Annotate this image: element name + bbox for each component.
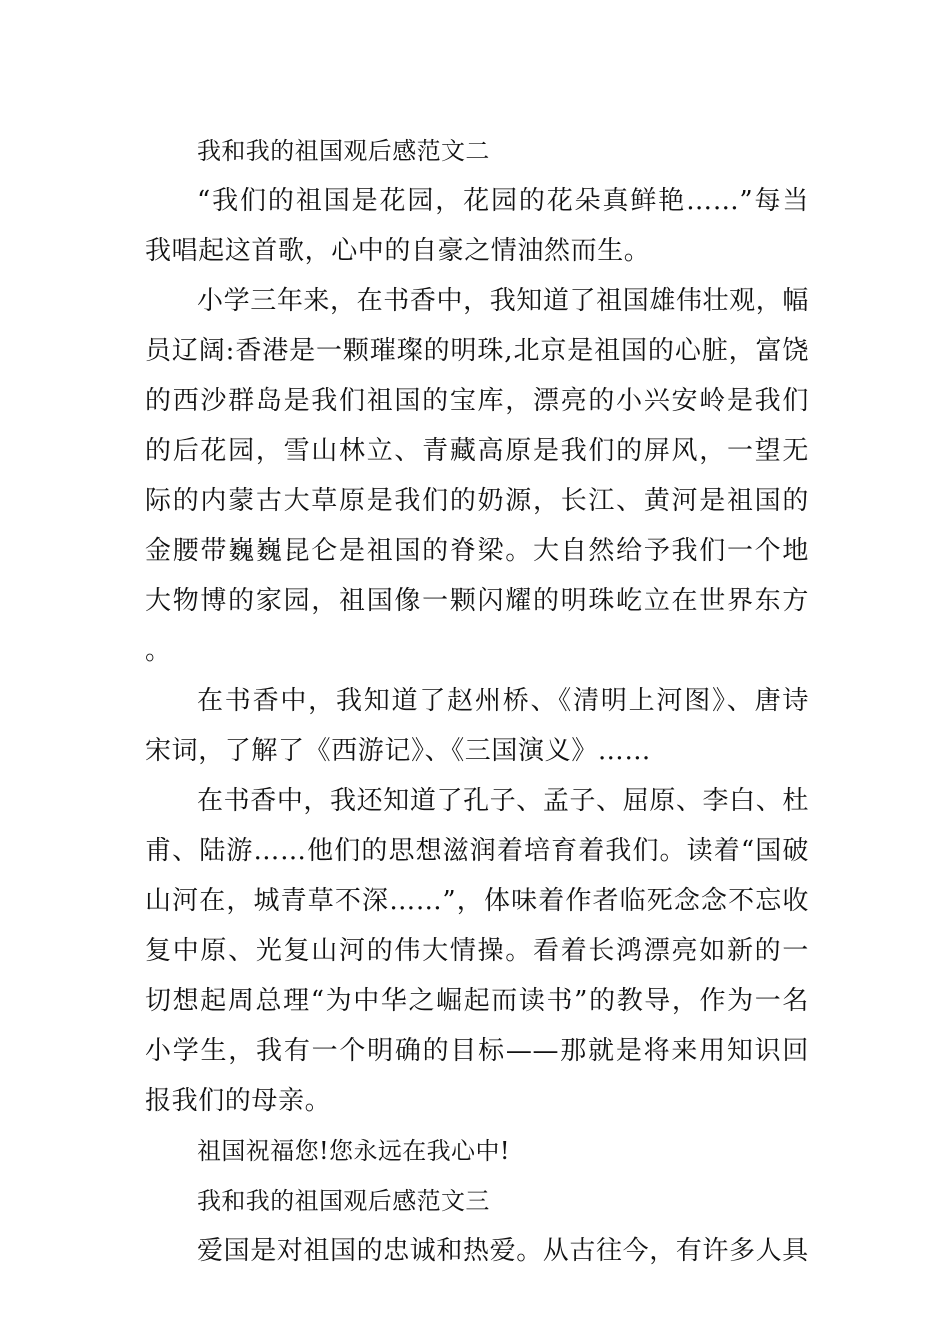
essay-2-paragraph-1: “我们的祖国是花园，花园的花朵真鲜艳……”每当我唱起这首歌，心中的自豪之情油然而生。 — [145, 186, 809, 266]
essay-2-closing: 祖国祝福您!您永远在我心中! — [197, 1137, 510, 1165]
essay-2-heading: 我和我的祖国观后感范文二 — [197, 137, 490, 165]
essay-3-heading: 我和我的祖国观后感范文三 — [197, 1187, 490, 1215]
essay-3-paragraph-1: 爱国是对祖国的忠诚和热爱。从古往今，有许多人具 — [197, 1236, 809, 1266]
essay-2-paragraph-2: 小学三年来，在书香中，我知道了祖国雄伟壮观，幅员辽阔:香港是一颗璀璨的明珠,北京是祖国的心脏，富饶的西沙群岛是我们祖国的宝库，漂亮的小兴安岭是我们的后花园，雪山林立、青藏高原是我们的屏风，一望无际的内蒙古大草原是我们的奶源，长江、黄河是祖国的金腰带巍巍昆仑是祖国的脊梁。大自然给予我们一个地大物博的家园，祖国像一颗闪耀的明珠屹立在世界东方。 — [145, 286, 809, 666]
essay-2-paragraph-4: 在书香中，我还知道了孔子、孟子、屈原、李白、杜甫、陆游……他们的思想滋润着培育着我们。读着“国破山河在，城青草不深……”，体味着作者临死念念不忘收复中原、光复山河的伟大情操。看着长鸿漂亮如新的一切想起周总理“为中华之崛起而读书”的教导，作为一名小学生，我有一个明确的目标——那就是将来用知识回报我们的母亲。 — [145, 786, 809, 1116]
essay-2-paragraph-3: 在书香中，我知道了赵州桥、《清明上河图》、唐诗宋词，了解了《西游记》、《三国演义》…… — [145, 686, 809, 766]
document-body — [145, 126, 809, 1276]
